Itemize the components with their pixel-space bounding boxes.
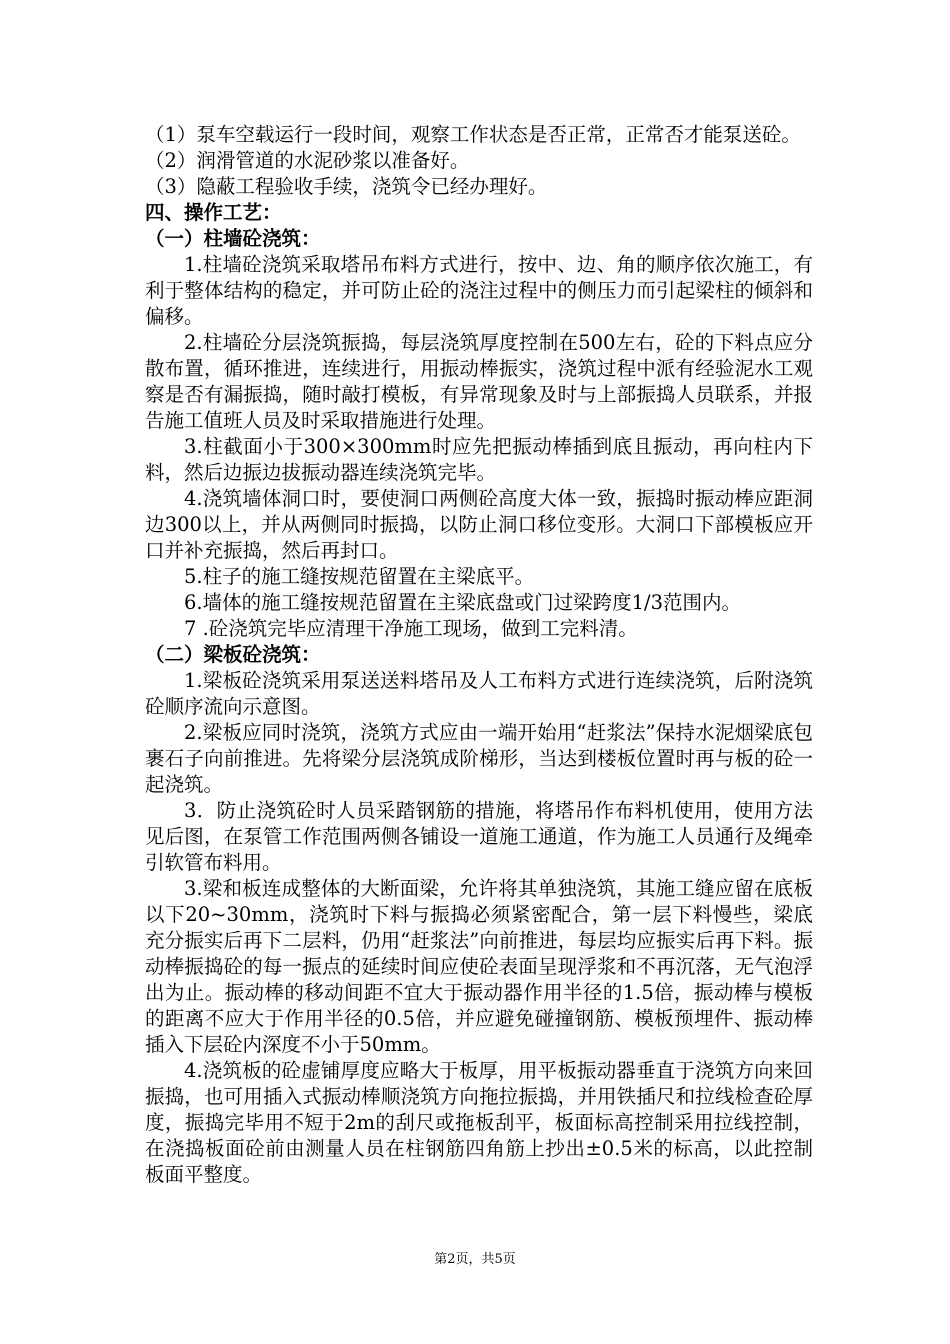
page-number-footer: 第2页，共5页 <box>434 1252 516 1267</box>
prep-item: （3）隐蔽工程验收手续，浇筑令已经办理好。 <box>145 175 548 198</box>
paragraph: 1.柱墙砼浇筑采取塔吊布料方式进行，按中、边、角的顺序依次施工，有利于整体结构的稳定，并可防止砼的浇注过程中的侧压力而引起梁柱的倾斜和偏移。 <box>145 253 813 328</box>
paragraph: 2.柱墙砼分层浇筑振捣，每层浇筑厚度控制在500左右，砼的下料点应分散布置，循环推进，连续进行，用振动棒振实，浇筑过程中派有经验泥水工观察是否有漏振捣，随时敲打模板，有异常现象及时与上部振捣人员联系，并报告施工值班人员及时采取措施进行处理。 <box>145 331 813 432</box>
prep-item: （1）泵车空载运行一段时间，观察工作状态是否正常，正常否才能泵送砼。 <box>145 123 801 146</box>
prep-item: （2）润滑管道的水泥砂浆以准备好。 <box>145 149 470 172</box>
paragraph: 2.梁板应同时浇筑，浇筑方式应由一端开始用“赶浆法”保持水泥烟梁底包裹石子向前推进。先将梁分层浇筑成阶梯形，当达到楼板位置时再与板的砼一起浇筑。 <box>145 721 813 796</box>
paragraph: 4.浇筑墙体洞口时，要使洞口两侧砼高度大体一致，振捣时振动棒应距洞边300以上，并从两侧同时振捣，以防止洞口移位变形。大洞口下部模板应开口并补充振捣，然后再封口。 <box>145 487 813 562</box>
section-heading: 四、操作工艺： <box>145 201 282 224</box>
subsection-heading-columns-walls: （一）柱墙砼浇筑： <box>145 227 321 250</box>
paragraph: 4.浇筑板的砼虚铺厚度应略大于板厚，用平板振动器垂直于浇筑方向来回振捣，也可用插入式振动棒顺浇筑方向拖拉振捣，并用铁插尺和拉线检查砼厚度，振捣完毕用不短于2m的刮尺或拖板刮平，板面标高控制采用拉线控制，在浇捣板面砼前由测量人员在柱钢筋四角筋上抄出±0.5米的标高，以此控制板面平整度。 <box>145 1059 813 1186</box>
paragraph: 3.柱截面小于300×300mm时应先把振动棒插到底且振动，再向柱内下料，然后边振边拔振动器连续浇筑完毕。 <box>145 435 813 484</box>
paragraph: 3．防止浇筑砼时人员采踏钢筋的措施，将塔吊作布料机使用，使用方法见后图，在泵管工作范围两侧各铺设一道施工通道，作为施工人员通行及绳牵引软管布料用。 <box>145 799 813 874</box>
paragraph: 1.梁板砼浇筑采用泵送送料塔吊及人工布料方式进行连续浇筑，后附浇筑砼顺序流向示意图。 <box>145 669 813 718</box>
paragraph: 7 .砼浇筑完毕应清理干净施工现场，做到工完料清。 <box>184 617 638 640</box>
subsection-heading-beams-slabs: （二）梁板砼浇筑： <box>145 643 321 666</box>
paragraph: 6.墙体的施工缝按规范留置在主梁底盘或门过梁跨度1/3范围内。 <box>184 591 741 614</box>
paragraph: 3.梁和板连成整体的大断面梁，允许将其单独浇筑，其施工缝应留在底板以下20~30mm，浇筑时下料与振捣必须紧密配合，第一层下料慢些，梁底充分振实后再下二层料，仍用“赶浆法”向前推进，每层均应振实后再下料。振动棒振捣砼的每一振点的延续时间应使砼表面呈现浮浆和不再沉落，无气泡浮出为止。振动棒的移动间距不宜大于振动器作用半径的1.5倍，振动棒与模板的距离不应大于作用半径的0.5倍，并应避免碰撞钢筋、模板预埋件、振动棒插入下层砼内深度不小于50mm。 <box>145 877 813 1056</box>
paragraph: 5.柱子的施工缝按规范留置在主梁底平。 <box>184 565 535 588</box>
document-body <box>145 122 813 1188</box>
